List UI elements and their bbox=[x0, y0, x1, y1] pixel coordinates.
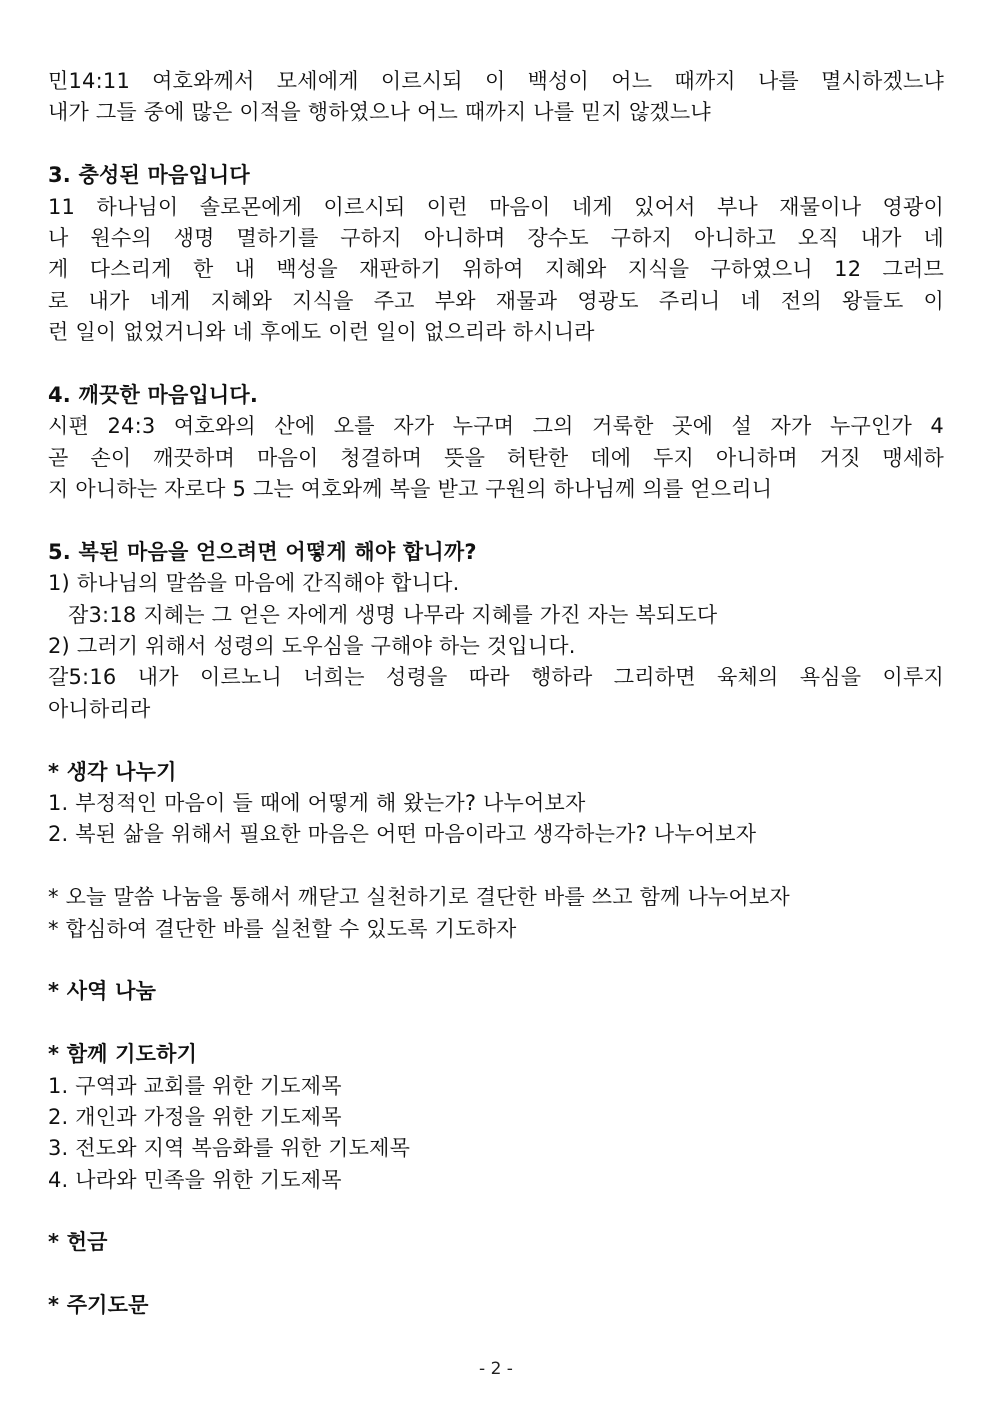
section-heading: * 생각 나누기 bbox=[48, 759, 177, 784]
section-heading: * 헌금 bbox=[48, 1230, 108, 1255]
page-number: - 2 - bbox=[479, 1359, 513, 1379]
blank-line bbox=[48, 1196, 944, 1227]
text-line: 나 원수의 생명 멸하기를 구하지 아니하며 장수도 구하지 아니하고 오직 내가 네 bbox=[48, 225, 944, 250]
text-line: 내가 그들 중에 많은 이적을 행하였으나 어느 때까지 나를 믿지 않겠느냐 bbox=[48, 100, 711, 125]
text-line: 갈5:16 내가 이르노니 너희는 성령을 따라 행하라 그리하면 육체의 욕심을 이루지 bbox=[48, 665, 944, 690]
text-line: 런 일이 없었거니와 네 후에도 이런 일이 없으리라 하시니라 bbox=[48, 320, 595, 345]
text-line: 4. 나라와 민족을 위한 기도제목 bbox=[48, 1167, 342, 1192]
text-line: 시편 24:3 여호와의 산에 오를 자가 누구며 그의 거룩한 곳에 설 자가 누구인가 4 bbox=[48, 414, 944, 439]
text-line: 민14:11 여호와께서 모세에게 이르시되 이 백성이 어느 때까지 나를 멸시하겠느냐 bbox=[48, 69, 944, 93]
section-heading: 5. 복된 마음을 얻으려면 어떻게 해야 합니까? bbox=[48, 539, 477, 564]
blank-line bbox=[48, 349, 944, 380]
section-heading: 4. 깨끗한 마음입니다. bbox=[48, 382, 259, 407]
text-line: 지 아니하는 자로다 5 그는 여호와께 복을 받고 구원의 하나님께 의를 얻으리니 bbox=[48, 477, 773, 502]
text-line: 1) 하나님의 말씀을 마음에 간직해야 합니다. bbox=[48, 571, 460, 596]
blank-line bbox=[48, 851, 944, 882]
text-line: * 합심하여 결단한 바를 실천할 수 있도록 기도하자 bbox=[48, 916, 517, 941]
text-line: 3. 전도와 지역 복음화를 위한 기도제목 bbox=[48, 1136, 411, 1161]
blank-line bbox=[48, 945, 944, 976]
text-line: 1. 부정적인 마음이 들 때에 어떻게 해 왔는가? 나누어보자 bbox=[48, 790, 586, 815]
text-line: 아니하리라 bbox=[48, 696, 151, 721]
text-line: 1. 구역과 교회를 위한 기도제목 bbox=[48, 1073, 342, 1098]
text-line: 2. 복된 삶을 위해서 필요한 마음은 어떤 마음이라고 생각하는가? 나누어보자 bbox=[48, 822, 757, 847]
text-line: 2) 그러기 위해서 성령의 도우심을 구해야 하는 것입니다. bbox=[48, 634, 576, 659]
blank-line bbox=[48, 1259, 944, 1290]
section-heading: * 사역 나눔 bbox=[48, 979, 157, 1004]
document-body bbox=[48, 66, 944, 1322]
blank-line bbox=[48, 1008, 944, 1039]
text-line: 2. 개인과 가정을 위한 기도제목 bbox=[48, 1104, 342, 1129]
blank-line bbox=[48, 129, 944, 160]
blank-line bbox=[48, 505, 944, 536]
section-heading: * 함께 기도하기 bbox=[48, 1042, 198, 1067]
text-line: 11 하나님이 솔로몬에게 이르시되 이런 마음이 네게 있어서 부나 재물이나 영광이 bbox=[48, 194, 944, 219]
text-line: 로 내가 네게 지혜와 지식을 주고 부와 재물과 영광도 주리니 네 전의 왕들도 이 bbox=[48, 288, 944, 313]
text-line: 게 다스리게 한 내 백성을 재판하기 위하여 지혜와 지식을 구하였으니 12 그러므 bbox=[48, 257, 944, 282]
blank-line bbox=[48, 725, 944, 756]
section-heading: 3. 충성된 마음입니다 bbox=[48, 163, 250, 188]
indented-line: 잠3:18 지혜는 그 얻은 자에게 생명 나무라 지혜를 가진 자는 복되도다 bbox=[68, 602, 718, 627]
section-heading: * 주기도문 bbox=[48, 1293, 149, 1318]
text-line: * 오늘 말씀 나눔을 통해서 깨닫고 실천하기로 결단한 바를 쓰고 함께 나누어보자 bbox=[48, 885, 790, 910]
text-line: 곧 손이 깨끗하며 마음이 청결하며 뜻을 허탄한 데에 두지 아니하며 거짓 맹세하 bbox=[48, 445, 944, 470]
